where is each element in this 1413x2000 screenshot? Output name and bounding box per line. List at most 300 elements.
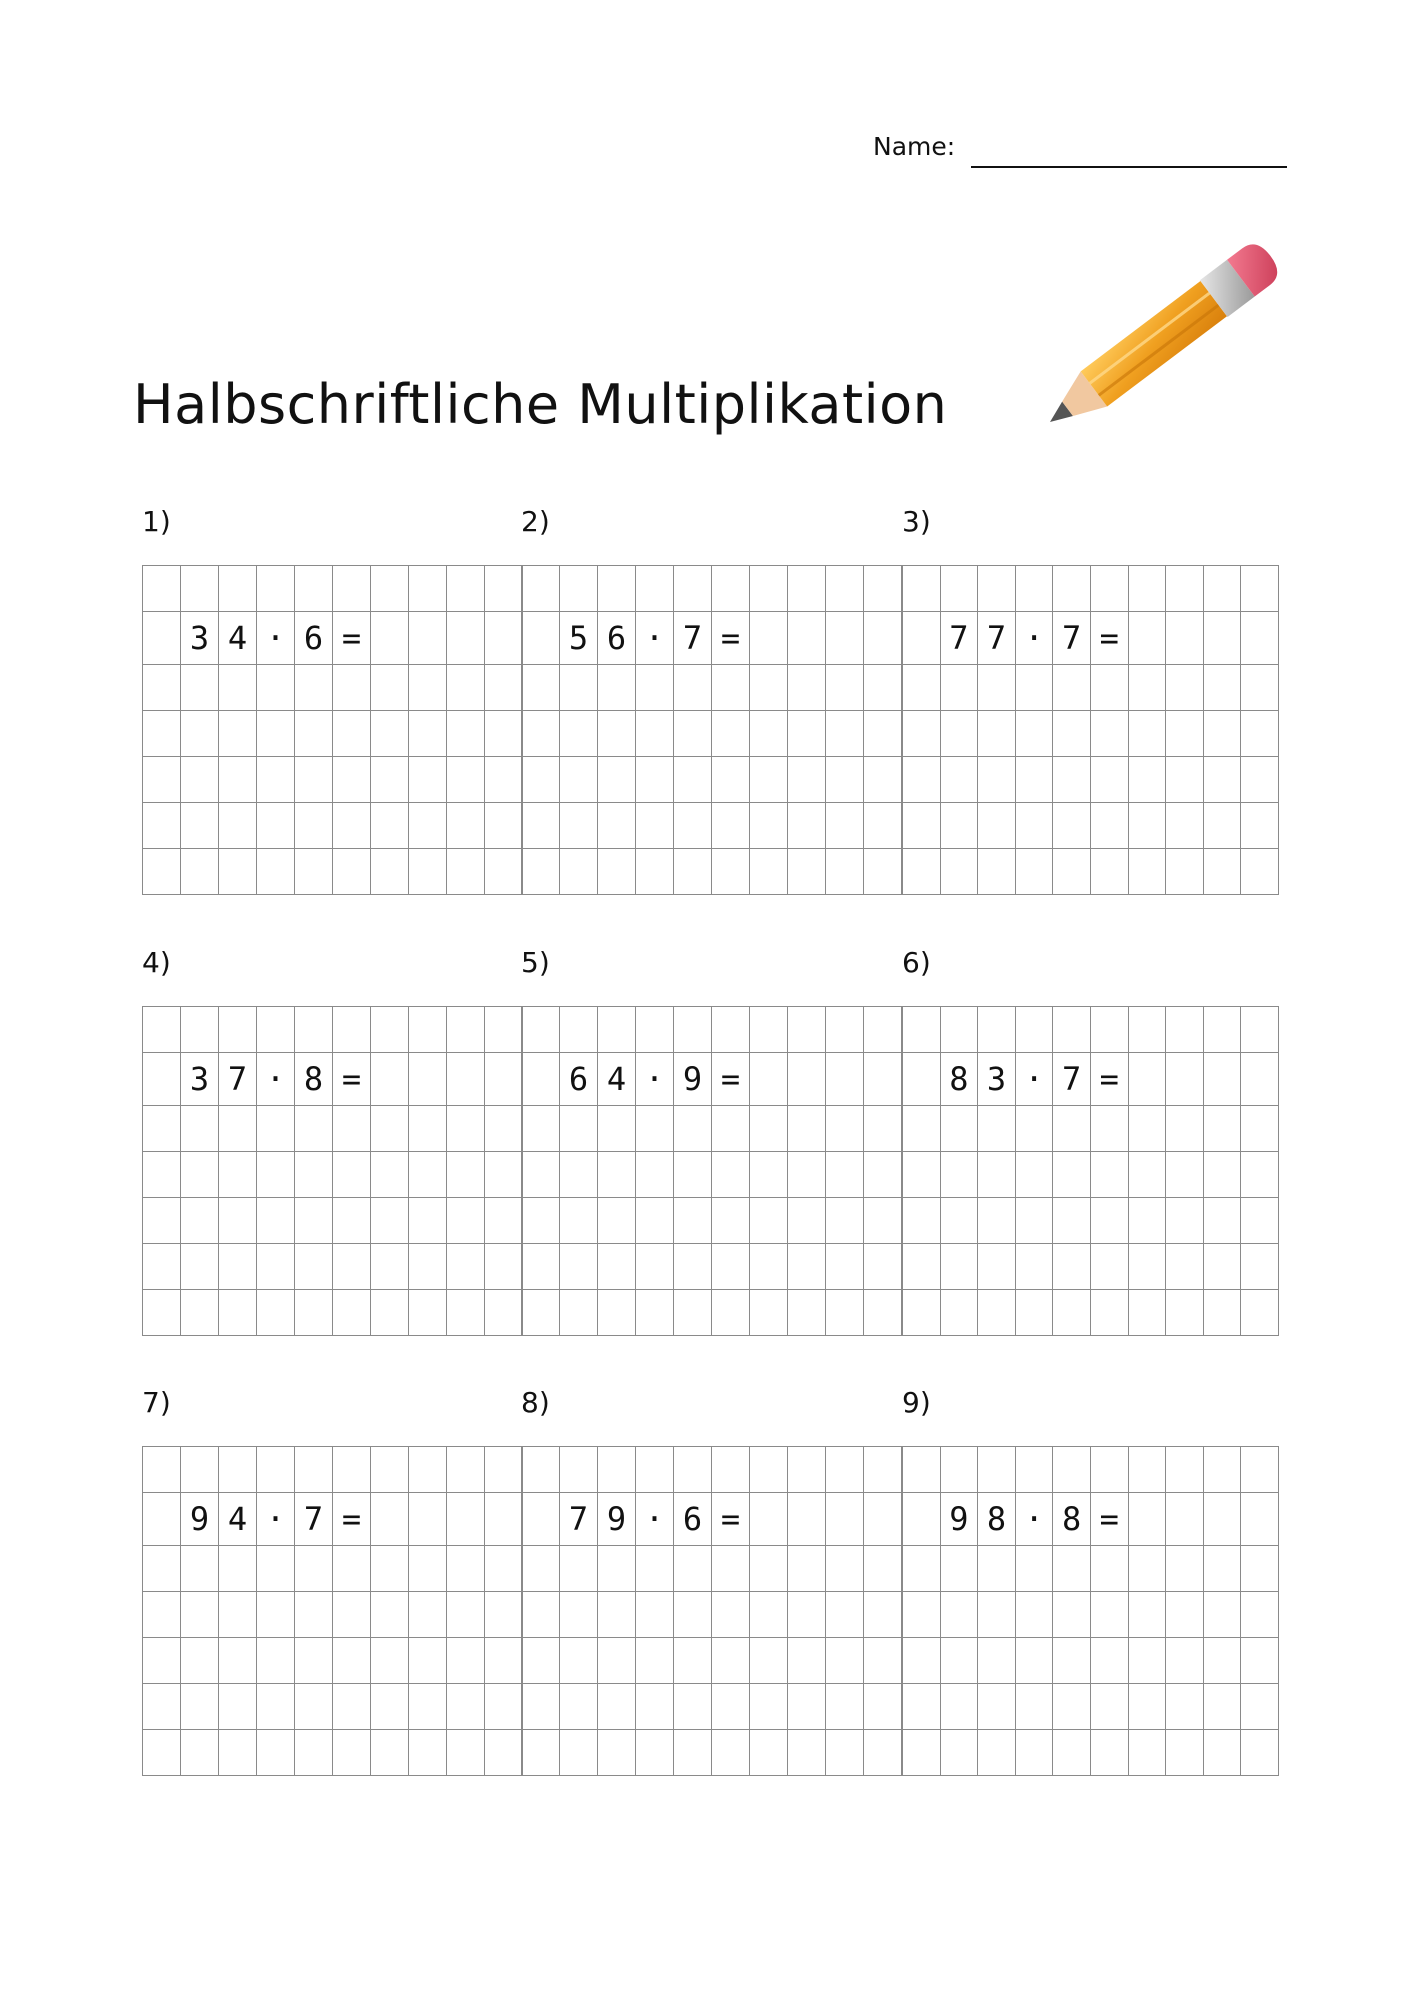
grid-cell[interactable] — [295, 711, 333, 757]
grid-cell[interactable] — [1203, 711, 1241, 757]
grid-cell[interactable] — [903, 849, 941, 895]
name-write-line[interactable] — [971, 166, 1287, 168]
grid-cell[interactable] — [522, 612, 560, 665]
grid-cell[interactable] — [1015, 757, 1053, 803]
grid-cell[interactable] — [1053, 1290, 1091, 1336]
grid-cell[interactable] — [903, 1053, 941, 1106]
grid-cell[interactable] — [636, 711, 674, 757]
grid-cell[interactable] — [978, 1290, 1016, 1336]
grid-cell[interactable] — [1166, 1493, 1204, 1546]
grid-cell[interactable] — [750, 665, 788, 711]
equation-cell[interactable]: · — [636, 612, 674, 665]
grid-cell[interactable] — [674, 803, 712, 849]
grid-cell[interactable] — [978, 1244, 1016, 1290]
grid-cell[interactable] — [864, 1447, 902, 1493]
grid-cell[interactable] — [1090, 711, 1128, 757]
grid-cell[interactable] — [447, 757, 485, 803]
grid-cell[interactable] — [1203, 1106, 1241, 1152]
grid-cell[interactable] — [636, 803, 674, 849]
grid-cell[interactable] — [826, 849, 864, 895]
grid-cell[interactable] — [1128, 1638, 1166, 1684]
grid-cell[interactable] — [788, 1730, 826, 1776]
grid-cell[interactable] — [485, 612, 523, 665]
grid-cell[interactable] — [485, 1053, 523, 1106]
grid-cell[interactable] — [788, 757, 826, 803]
grid-cell[interactable] — [826, 566, 864, 612]
grid-cell[interactable] — [712, 803, 750, 849]
grid-cell[interactable] — [978, 1106, 1016, 1152]
grid-cell[interactable] — [485, 711, 523, 757]
grid-cell[interactable] — [1128, 1493, 1166, 1546]
grid-cell[interactable] — [940, 665, 978, 711]
grid-cell[interactable] — [1203, 665, 1241, 711]
grid-cell[interactable] — [712, 665, 750, 711]
grid-cell[interactable] — [447, 1638, 485, 1684]
grid-cell[interactable] — [1128, 711, 1166, 757]
grid-cell[interactable] — [409, 1290, 447, 1336]
grid-cell[interactable] — [1166, 803, 1204, 849]
grid-cell[interactable] — [409, 1546, 447, 1592]
grid-cell[interactable] — [940, 1730, 978, 1776]
equation-cell[interactable]: 4 — [598, 1053, 636, 1106]
grid-cell[interactable] — [1128, 849, 1166, 895]
grid-cell[interactable] — [864, 1106, 902, 1152]
grid-cell[interactable] — [522, 803, 560, 849]
grid-cell[interactable] — [826, 1592, 864, 1638]
grid-cell[interactable] — [1128, 1007, 1166, 1053]
grid-cell[interactable] — [636, 1152, 674, 1198]
grid-cell[interactable] — [1053, 1447, 1091, 1493]
grid-cell[interactable] — [333, 1290, 371, 1336]
equation-cell[interactable]: 8 — [295, 1053, 333, 1106]
grid-cell[interactable] — [295, 1244, 333, 1290]
grid-cell[interactable] — [1241, 1546, 1279, 1592]
grid-cell[interactable] — [788, 1638, 826, 1684]
grid-cell[interactable] — [143, 849, 181, 895]
grid-cell[interactable] — [485, 1198, 523, 1244]
grid-cell[interactable] — [1203, 1053, 1241, 1106]
grid-cell[interactable] — [674, 1684, 712, 1730]
grid-cell[interactable] — [1203, 849, 1241, 895]
grid-cell[interactable] — [1053, 1198, 1091, 1244]
grid-cell[interactable] — [485, 1684, 523, 1730]
grid-cell[interactable] — [181, 1592, 219, 1638]
grid-cell[interactable] — [978, 1198, 1016, 1244]
grid-cell[interactable] — [788, 1007, 826, 1053]
equation-cell[interactable]: = — [1090, 1493, 1128, 1546]
grid-cell[interactable] — [636, 1447, 674, 1493]
grid-cell[interactable] — [788, 1592, 826, 1638]
grid-cell[interactable] — [371, 1684, 409, 1730]
grid-cell[interactable] — [143, 1493, 181, 1546]
grid-cell[interactable] — [788, 1198, 826, 1244]
grid-cell[interactable] — [712, 1007, 750, 1053]
grid-cell[interactable] — [181, 1546, 219, 1592]
grid-cell[interactable] — [143, 1447, 181, 1493]
grid-cell[interactable] — [1128, 1152, 1166, 1198]
grid-cell[interactable] — [1203, 1546, 1241, 1592]
grid-cell[interactable] — [826, 1493, 864, 1546]
grid-cell[interactable] — [940, 1244, 978, 1290]
grid-cell[interactable] — [903, 665, 941, 711]
grid-cell[interactable] — [750, 849, 788, 895]
grid-cell[interactable] — [371, 1290, 409, 1336]
grid-cell[interactable] — [864, 803, 902, 849]
grid-cell[interactable] — [788, 1684, 826, 1730]
grid-cell[interactable] — [978, 566, 1016, 612]
grid-cell[interactable] — [485, 1290, 523, 1336]
grid-cell[interactable] — [712, 1638, 750, 1684]
grid-cell[interactable] — [826, 1638, 864, 1684]
grid-cell[interactable] — [219, 566, 257, 612]
grid-cell[interactable] — [409, 1638, 447, 1684]
grid-cell[interactable] — [1015, 1198, 1053, 1244]
grid-cell[interactable] — [864, 1152, 902, 1198]
grid-cell[interactable] — [1053, 1730, 1091, 1776]
grid-cell[interactable] — [712, 1730, 750, 1776]
grid-cell[interactable] — [1128, 1684, 1166, 1730]
grid-cell[interactable] — [1015, 803, 1053, 849]
grid-cell[interactable] — [903, 1152, 941, 1198]
grid-cell[interactable] — [522, 1053, 560, 1106]
answer-grid[interactable] — [521, 1006, 902, 1336]
grid-cell[interactable] — [219, 849, 257, 895]
grid-cell[interactable] — [409, 1684, 447, 1730]
grid-cell[interactable] — [674, 1244, 712, 1290]
grid-cell[interactable] — [447, 1493, 485, 1546]
grid-cell[interactable] — [636, 1007, 674, 1053]
grid-cell[interactable] — [903, 1447, 941, 1493]
equation-cell[interactable]: · — [1015, 1493, 1053, 1546]
grid-cell[interactable] — [447, 1684, 485, 1730]
grid-cell[interactable] — [636, 1684, 674, 1730]
grid-cell[interactable] — [371, 1592, 409, 1638]
grid-cell[interactable] — [219, 1592, 257, 1638]
grid-cell[interactable] — [295, 1546, 333, 1592]
grid-cell[interactable] — [219, 1730, 257, 1776]
grid-cell[interactable] — [143, 1638, 181, 1684]
grid-cell[interactable] — [143, 1592, 181, 1638]
grid-cell[interactable] — [485, 849, 523, 895]
grid-cell[interactable] — [522, 1684, 560, 1730]
grid-cell[interactable] — [371, 1007, 409, 1053]
grid-cell[interactable] — [864, 1592, 902, 1638]
grid-cell[interactable] — [788, 803, 826, 849]
equation-cell[interactable]: = — [712, 612, 750, 665]
grid-cell[interactable] — [447, 1106, 485, 1152]
grid-cell[interactable] — [409, 1244, 447, 1290]
grid-cell[interactable] — [1015, 1290, 1053, 1336]
grid-cell[interactable] — [1166, 1638, 1204, 1684]
grid-cell[interactable] — [371, 665, 409, 711]
grid-cell[interactable] — [409, 711, 447, 757]
grid-cell[interactable] — [295, 1106, 333, 1152]
grid-cell[interactable] — [1203, 1592, 1241, 1638]
grid-cell[interactable] — [447, 711, 485, 757]
grid-cell[interactable] — [1053, 566, 1091, 612]
grid-cell[interactable] — [447, 1447, 485, 1493]
grid-cell[interactable] — [371, 803, 409, 849]
grid-cell[interactable] — [257, 1152, 295, 1198]
grid-cell[interactable] — [522, 1290, 560, 1336]
grid-cell[interactable] — [219, 757, 257, 803]
grid-cell[interactable] — [371, 757, 409, 803]
grid-cell[interactable] — [598, 1198, 636, 1244]
grid-cell[interactable] — [750, 1730, 788, 1776]
grid-cell[interactable] — [864, 1244, 902, 1290]
grid-cell[interactable] — [485, 1007, 523, 1053]
grid-cell[interactable] — [750, 1592, 788, 1638]
grid-cell[interactable] — [1241, 1592, 1279, 1638]
grid-cell[interactable] — [978, 849, 1016, 895]
grid-cell[interactable] — [903, 1638, 941, 1684]
grid-cell[interactable] — [636, 1290, 674, 1336]
grid-cell[interactable] — [598, 665, 636, 711]
grid-cell[interactable] — [333, 1198, 371, 1244]
grid-cell[interactable] — [1053, 665, 1091, 711]
grid-cell[interactable] — [1241, 1198, 1279, 1244]
grid-cell[interactable] — [826, 1290, 864, 1336]
grid-cell[interactable] — [864, 1198, 902, 1244]
grid-cell[interactable] — [674, 1638, 712, 1684]
grid-cell[interactable] — [1203, 1493, 1241, 1546]
grid-cell[interactable] — [1241, 1053, 1279, 1106]
grid-cell[interactable] — [1128, 665, 1166, 711]
grid-cell[interactable] — [333, 1447, 371, 1493]
equation-cell[interactable]: 7 — [219, 1053, 257, 1106]
grid-cell[interactable] — [257, 711, 295, 757]
grid-cell[interactable] — [1090, 849, 1128, 895]
grid-cell[interactable] — [371, 1106, 409, 1152]
grid-cell[interactable] — [219, 1546, 257, 1592]
equation-cell[interactable]: 9 — [674, 1053, 712, 1106]
grid-cell[interactable] — [1090, 566, 1128, 612]
grid-cell[interactable] — [257, 665, 295, 711]
grid-cell[interactable] — [1166, 757, 1204, 803]
grid-cell[interactable] — [940, 1592, 978, 1638]
answer-grid[interactable] — [902, 1006, 1279, 1336]
grid-cell[interactable] — [1128, 1290, 1166, 1336]
grid-cell[interactable] — [636, 1198, 674, 1244]
grid-cell[interactable] — [940, 1546, 978, 1592]
grid-cell[interactable] — [560, 1592, 598, 1638]
grid-cell[interactable] — [257, 1592, 295, 1638]
grid-cell[interactable] — [1166, 1152, 1204, 1198]
grid-cell[interactable] — [371, 1198, 409, 1244]
grid-cell[interactable] — [788, 612, 826, 665]
grid-cell[interactable] — [1166, 849, 1204, 895]
grid-cell[interactable] — [1090, 1152, 1128, 1198]
grid-cell[interactable] — [1166, 1592, 1204, 1638]
grid-cell[interactable] — [1128, 1106, 1166, 1152]
grid-cell[interactable] — [1053, 1638, 1091, 1684]
grid-cell[interactable] — [940, 849, 978, 895]
grid-cell[interactable] — [409, 566, 447, 612]
grid-cell[interactable] — [257, 1447, 295, 1493]
grid-cell[interactable] — [295, 1638, 333, 1684]
grid-cell[interactable] — [826, 711, 864, 757]
grid-cell[interactable] — [598, 1106, 636, 1152]
grid-cell[interactable] — [940, 803, 978, 849]
grid-cell[interactable] — [1015, 849, 1053, 895]
grid-cell[interactable] — [522, 1244, 560, 1290]
grid-cell[interactable] — [1090, 1546, 1128, 1592]
grid-cell[interactable] — [295, 1592, 333, 1638]
grid-cell[interactable] — [940, 1007, 978, 1053]
grid-cell[interactable] — [143, 1546, 181, 1592]
grid-cell[interactable] — [750, 1493, 788, 1546]
grid-cell[interactable] — [447, 1592, 485, 1638]
grid-cell[interactable] — [333, 1546, 371, 1592]
grid-cell[interactable] — [1128, 803, 1166, 849]
grid-cell[interactable] — [598, 1447, 636, 1493]
grid-cell[interactable] — [750, 566, 788, 612]
grid-cell[interactable] — [409, 1007, 447, 1053]
grid-cell[interactable] — [485, 665, 523, 711]
grid-cell[interactable] — [1203, 612, 1241, 665]
grid-cell[interactable] — [712, 1198, 750, 1244]
grid-cell[interactable] — [903, 1106, 941, 1152]
grid-cell[interactable] — [181, 1198, 219, 1244]
grid-cell[interactable] — [1015, 1546, 1053, 1592]
grid-cell[interactable] — [750, 1106, 788, 1152]
grid-cell[interactable] — [1090, 1244, 1128, 1290]
grid-cell[interactable] — [143, 612, 181, 665]
equation-cell[interactable]: = — [712, 1053, 750, 1106]
grid-cell[interactable] — [1241, 566, 1279, 612]
grid-cell[interactable] — [447, 1290, 485, 1336]
equation-cell[interactable]: 7 — [1053, 1053, 1091, 1106]
grid-cell[interactable] — [864, 1546, 902, 1592]
grid-cell[interactable] — [903, 566, 941, 612]
grid-cell[interactable] — [1241, 1007, 1279, 1053]
grid-cell[interactable] — [409, 1198, 447, 1244]
grid-cell[interactable] — [940, 1638, 978, 1684]
grid-cell[interactable] — [257, 757, 295, 803]
grid-cell[interactable] — [978, 1152, 1016, 1198]
equation-cell[interactable]: 8 — [940, 1053, 978, 1106]
grid-cell[interactable] — [333, 1684, 371, 1730]
grid-cell[interactable] — [864, 665, 902, 711]
grid-cell[interactable] — [978, 1684, 1016, 1730]
grid-cell[interactable] — [940, 757, 978, 803]
grid-cell[interactable] — [1053, 1684, 1091, 1730]
grid-cell[interactable] — [826, 1053, 864, 1106]
grid-cell[interactable] — [219, 1198, 257, 1244]
answer-grid[interactable] — [142, 1446, 523, 1776]
grid-cell[interactable] — [333, 665, 371, 711]
grid-cell[interactable] — [1166, 1244, 1204, 1290]
grid-cell[interactable] — [143, 757, 181, 803]
grid-cell[interactable] — [333, 757, 371, 803]
grid-cell[interactable] — [485, 1244, 523, 1290]
grid-cell[interactable] — [598, 803, 636, 849]
grid-cell[interactable] — [181, 803, 219, 849]
grid-cell[interactable] — [788, 849, 826, 895]
grid-cell[interactable] — [864, 1007, 902, 1053]
grid-cell[interactable] — [1015, 1106, 1053, 1152]
grid-cell[interactable] — [143, 1684, 181, 1730]
grid-cell[interactable] — [219, 1638, 257, 1684]
grid-cell[interactable] — [560, 1546, 598, 1592]
equation-cell[interactable]: 3 — [181, 612, 219, 665]
grid-cell[interactable] — [750, 1638, 788, 1684]
equation-cell[interactable]: 6 — [295, 612, 333, 665]
equation-cell[interactable]: 9 — [181, 1493, 219, 1546]
grid-cell[interactable] — [978, 1592, 1016, 1638]
grid-cell[interactable] — [1241, 849, 1279, 895]
grid-cell[interactable] — [598, 1592, 636, 1638]
answer-grid[interactable] — [902, 565, 1279, 895]
grid-cell[interactable] — [333, 1106, 371, 1152]
grid-cell[interactable] — [864, 1684, 902, 1730]
grid-cell[interactable] — [864, 1730, 902, 1776]
grid-cell[interactable] — [371, 1730, 409, 1776]
grid-cell[interactable] — [1166, 665, 1204, 711]
grid-cell[interactable] — [522, 849, 560, 895]
grid-cell[interactable] — [940, 1290, 978, 1336]
grid-cell[interactable] — [447, 1053, 485, 1106]
grid-cell[interactable] — [750, 1290, 788, 1336]
grid-cell[interactable] — [1203, 1684, 1241, 1730]
grid-cell[interactable] — [1015, 1152, 1053, 1198]
grid-cell[interactable] — [1090, 1290, 1128, 1336]
grid-cell[interactable] — [257, 849, 295, 895]
equation-cell[interactable]: 9 — [940, 1493, 978, 1546]
grid-cell[interactable] — [864, 757, 902, 803]
grid-cell[interactable] — [978, 711, 1016, 757]
grid-cell[interactable] — [409, 1592, 447, 1638]
grid-cell[interactable] — [1090, 1638, 1128, 1684]
grid-cell[interactable] — [940, 1106, 978, 1152]
grid-cell[interactable] — [864, 1638, 902, 1684]
grid-cell[interactable] — [1015, 711, 1053, 757]
grid-cell[interactable] — [1128, 1730, 1166, 1776]
grid-cell[interactable] — [674, 1106, 712, 1152]
grid-cell[interactable] — [1203, 1244, 1241, 1290]
grid-cell[interactable] — [1090, 1007, 1128, 1053]
grid-cell[interactable] — [1015, 1592, 1053, 1638]
grid-cell[interactable] — [940, 566, 978, 612]
grid-cell[interactable] — [333, 1152, 371, 1198]
grid-cell[interactable] — [674, 1592, 712, 1638]
grid-cell[interactable] — [598, 1290, 636, 1336]
grid-cell[interactable] — [143, 1244, 181, 1290]
equation-cell[interactable]: 7 — [295, 1493, 333, 1546]
grid-cell[interactable] — [1203, 1638, 1241, 1684]
grid-cell[interactable] — [674, 711, 712, 757]
grid-cell[interactable] — [1166, 1730, 1204, 1776]
grid-cell[interactable] — [940, 1152, 978, 1198]
grid-cell[interactable] — [826, 1730, 864, 1776]
grid-cell[interactable] — [1015, 1447, 1053, 1493]
grid-cell[interactable] — [522, 1106, 560, 1152]
grid-cell[interactable] — [181, 711, 219, 757]
grid-cell[interactable] — [712, 1447, 750, 1493]
grid-cell[interactable] — [181, 849, 219, 895]
grid-cell[interactable] — [295, 1290, 333, 1336]
grid-cell[interactable] — [143, 803, 181, 849]
grid-cell[interactable] — [1090, 1730, 1128, 1776]
grid-cell[interactable] — [295, 1007, 333, 1053]
grid-cell[interactable] — [1203, 1290, 1241, 1336]
grid-cell[interactable] — [447, 1546, 485, 1592]
grid-cell[interactable] — [560, 1684, 598, 1730]
grid-cell[interactable] — [750, 1546, 788, 1592]
equation-cell[interactable]: 8 — [978, 1493, 1016, 1546]
grid-cell[interactable] — [409, 612, 447, 665]
grid-cell[interactable] — [978, 1638, 1016, 1684]
